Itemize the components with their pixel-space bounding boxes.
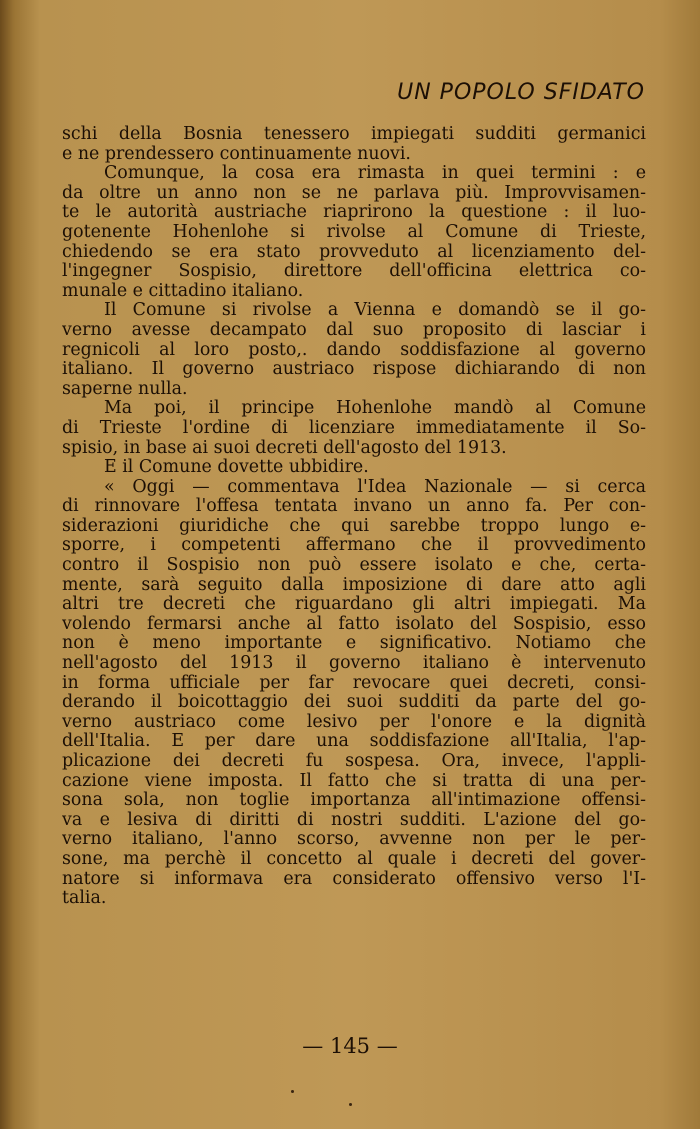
text-line: mente, sarà seguito dalla imposizione di dare atto agli — [62, 575, 646, 595]
text-line: gotenente Hohenlohe si rivolse al Comune di Trieste, — [62, 222, 646, 242]
text-line: munale e cittadino italiano. — [62, 281, 304, 301]
text-line: l'ingegner Sospisio, direttore dell'officina elettrica co- — [62, 262, 646, 282]
text-line: in forma ufficiale per far revocare quei decreti, consi- — [62, 673, 646, 693]
text-line: nell'agosto del 1913 il governo italiano è intervenuto — [62, 654, 646, 674]
text-line: saperne nulla. — [62, 379, 188, 399]
text-line: regnicoli al loro posto,. dando soddisfazione al governo — [62, 340, 646, 360]
text-line: E il Comune dovette ubbidire. — [104, 458, 369, 478]
text-line: spisio, in base ai suoi decreti dell'agosto del 1913. — [62, 438, 507, 458]
text-line: Il Comune si rivolse a Vienna e domandò se il go- — [104, 301, 646, 321]
text-line: italiano. Il governo austriaco rispose dichiarando di non — [62, 360, 646, 380]
text-line: altri tre decreti che riguardano gli altri impiegati. Ma — [62, 595, 646, 615]
text-line: schi della Bosnia tenessero impiegati sudditi germanici — [62, 125, 646, 144]
text-line: verno avesse decampato dal suo proposito di lasciar i — [62, 320, 646, 340]
text-line: dell'Italia. E per dare una soddisfazione all'Italia, l'ap- — [62, 732, 646, 752]
text-line: non è meno importante e significativo. Notiamo che — [62, 634, 646, 654]
text-line: Comunque, la cosa era rimasta in quei termini : e — [104, 164, 646, 184]
text-line: derando il boicottaggio dei suoi sudditi da parte del go- — [62, 693, 646, 713]
text-line: va e lesiva di diritti di nostri sudditi. L'azione del go- — [62, 810, 646, 830]
text-line: sporre, i competenti affermano che il provvedimento — [62, 536, 646, 556]
text-line: sona sola, non toglie importanza all'intimazione offensi- — [62, 791, 646, 811]
text-line: cazione viene imposta. Il fatto che si tratta di una per- — [62, 771, 646, 791]
text-line: verno austriaco come lesivo per l'onore e la dignità — [62, 712, 646, 732]
text-line: di rinnovare l'offesa tentata invano un anno fa. Per con- — [62, 497, 646, 517]
text-line: Ma poi, il principe Hohenlohe mandò al Comune — [104, 399, 646, 419]
text-line: volendo fermarsi anche al fatto isolato del Sospisio, esso — [62, 614, 646, 634]
running-header: UN POPOLO SFIDATO — [397, 80, 645, 105]
text-line: di Trieste l'ordine di licenziare immediatamente il So- — [62, 418, 646, 438]
body-text — [62, 125, 646, 909]
text-line: te le autorità austriache riaprirono la questione : il luo- — [62, 203, 646, 223]
print-speck — [291, 1090, 294, 1093]
text-line: siderazioni giuridiche che qui sarebbe troppo lungo e- — [62, 516, 646, 536]
page-number: — 145 — — [302, 1034, 398, 1058]
text-line: natore si informava era considerato offensivo verso l'I- — [62, 869, 646, 889]
text-line: « Oggi — commentava l'Idea Nazionale — si cerca — [104, 477, 646, 497]
text-line: contro il Sospisio non può essere isolato e che, certa- — [62, 556, 646, 576]
text-line: sone, ma perchè il concetto al quale i decreti del gover- — [62, 849, 646, 869]
text-line: verno italiano, l'anno scorso, avvenne non per le per- — [62, 830, 646, 850]
print-speck — [349, 1103, 352, 1106]
text-line: da oltre un anno non se ne parlava più. Improvvisamen- — [62, 183, 646, 203]
text-line: talia. — [62, 889, 107, 909]
text-line: chiedendo se era stato provveduto al licenziamento del- — [62, 242, 646, 262]
text-line: plicazione dei decreti fu sospesa. Ora, invece, l'appli- — [62, 752, 646, 771]
text-line: e ne prendessero continuamente nuovi. — [62, 144, 411, 164]
